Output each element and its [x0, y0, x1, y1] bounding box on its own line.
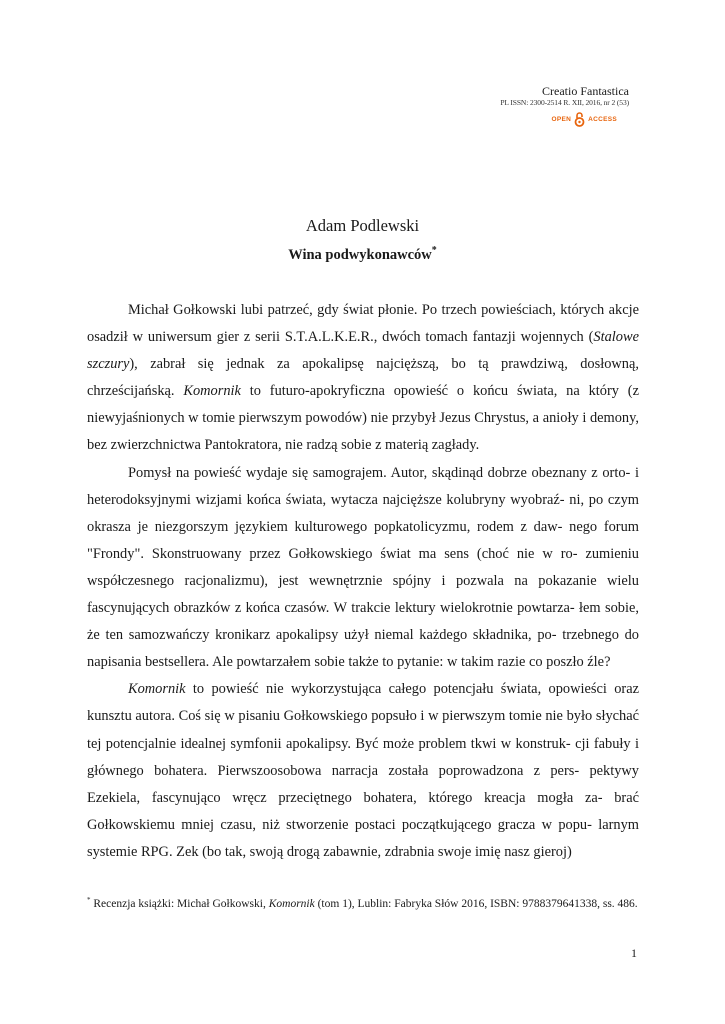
- paragraph-3-text-b: to powieść nie wykorzystująca całego potencjału świata, opowieści oraz kunsztu autora. Coś się w pisaniu Gołkowskiego popsuło i w pierwszym tomie nie było słychać tej potencjalnie idealnej symfonii apokalipsy. Być może problem tkwi w konstruk- cji fabuły i głównego bohatera. Pierwszoosobowa narracja została poprowadzona z pers- pektywy Ezekiela, fascynująco wręcz przeciętnego bohatera, którego kreacja mogła za- brać Gołkowskiemu mniej czasu, niż stworzenie postaci początkującego gracza w popu- larnym systemie RPG. Zek (bo tak, swoją drogą zabawnie, zdrabnia swoje imię nasz gieroj): [87, 681, 639, 860]
- paragraph-2: Pomysł na powieść wydaje się samograjem. Autor, skądinąd dobrze obeznany z orto- i heterodoksyjnymi wizjami końca świata, wytacza najcięższe kolubryny wyobraź- ni, po czym okrasza je niezgorszym językiem kulturowego popkatolicyzmu, rodem z daw- nego forum "Frondy". Skonstruowany przez Gołkowskiego świat ma sens (choć nie w ro- zumieniu współczesnego racjonalizmu), jest wewnętrznie spójny i pozwala na pokazanie wielu fascynujących obrazków z końca czasów. W trakcie lektury wielokrotnie powtarza- łem sobie, że ten samozwańczy kronikarz apokalipsy użył niemal każdego składnika, po- trzebnego do napisania bestsellera. Ale powtarzałem sobie także to pytanie: w takim razie co poszło źle?: [87, 464, 639, 671]
- open-access-label-open: OPEN: [551, 116, 572, 123]
- page-number: 1: [631, 946, 637, 960]
- open-lock-icon: [574, 112, 585, 127]
- book-title-komornik: Komornik: [128, 681, 186, 698]
- paragraph-1-text-a: Michał Gołkowski lubi patrzeć, gdy świat płonie. Po trzech powieściach, których akcje osadził w uniwersum gier z serii S.T.A.L.K.E.R., dwóch tomach fantazji wojennych (: [87, 302, 639, 346]
- open-access-label-access: ACCESS: [588, 116, 617, 123]
- journal-name: Creatio Fantastica: [542, 84, 629, 98]
- paragraph-1-text-e: to futuro-apokryficzna opowieść o końcu świata, na który (z niewyjaśnionych w tomie pierwszym powodów) nie przybył Jezus Chrystus, a anioły i demony, bez zwierzchnictwa Pantokratora, nie radzą sobie z materią zagłady.: [87, 383, 639, 454]
- footnote-text-c: (tom 1), Lublin: Fabryka Słów 2016, ISBN: 9788379641338, ss. 486.: [314, 897, 638, 910]
- book-title-stalowe-szczury: Stalowe szczury: [87, 329, 639, 373]
- open-access-logo: [500, 112, 629, 127]
- footnote-text-a: Recenzja książki: Michał Gołkowski,: [90, 897, 269, 910]
- book-title-komornik: Komornik: [183, 383, 241, 400]
- journal-issn: PL ISSN: 2300-2514 R. XII, 2016, nr 2 (53): [500, 98, 629, 107]
- author-name: Adam Podlewski: [305, 216, 420, 235]
- footnote-mark: *: [87, 896, 91, 904]
- paragraph-1: [87, 297, 639, 460]
- footnote: [87, 890, 639, 914]
- article-body: [87, 297, 639, 866]
- footnote-book-title: Komornik: [268, 897, 315, 910]
- paragraph-3: [87, 676, 639, 866]
- journal-header: [500, 84, 629, 127]
- review-title-text: Wina podwykonawców: [288, 246, 432, 263]
- review-title: [0, 245, 725, 264]
- paragraph-1-text-c: ), zabrał się jednak za apokalipsę najcięższą, bo tą prawdziwą, dosłowną, chrześcijańską.: [87, 356, 639, 400]
- title-footnote-mark: *: [431, 245, 437, 256]
